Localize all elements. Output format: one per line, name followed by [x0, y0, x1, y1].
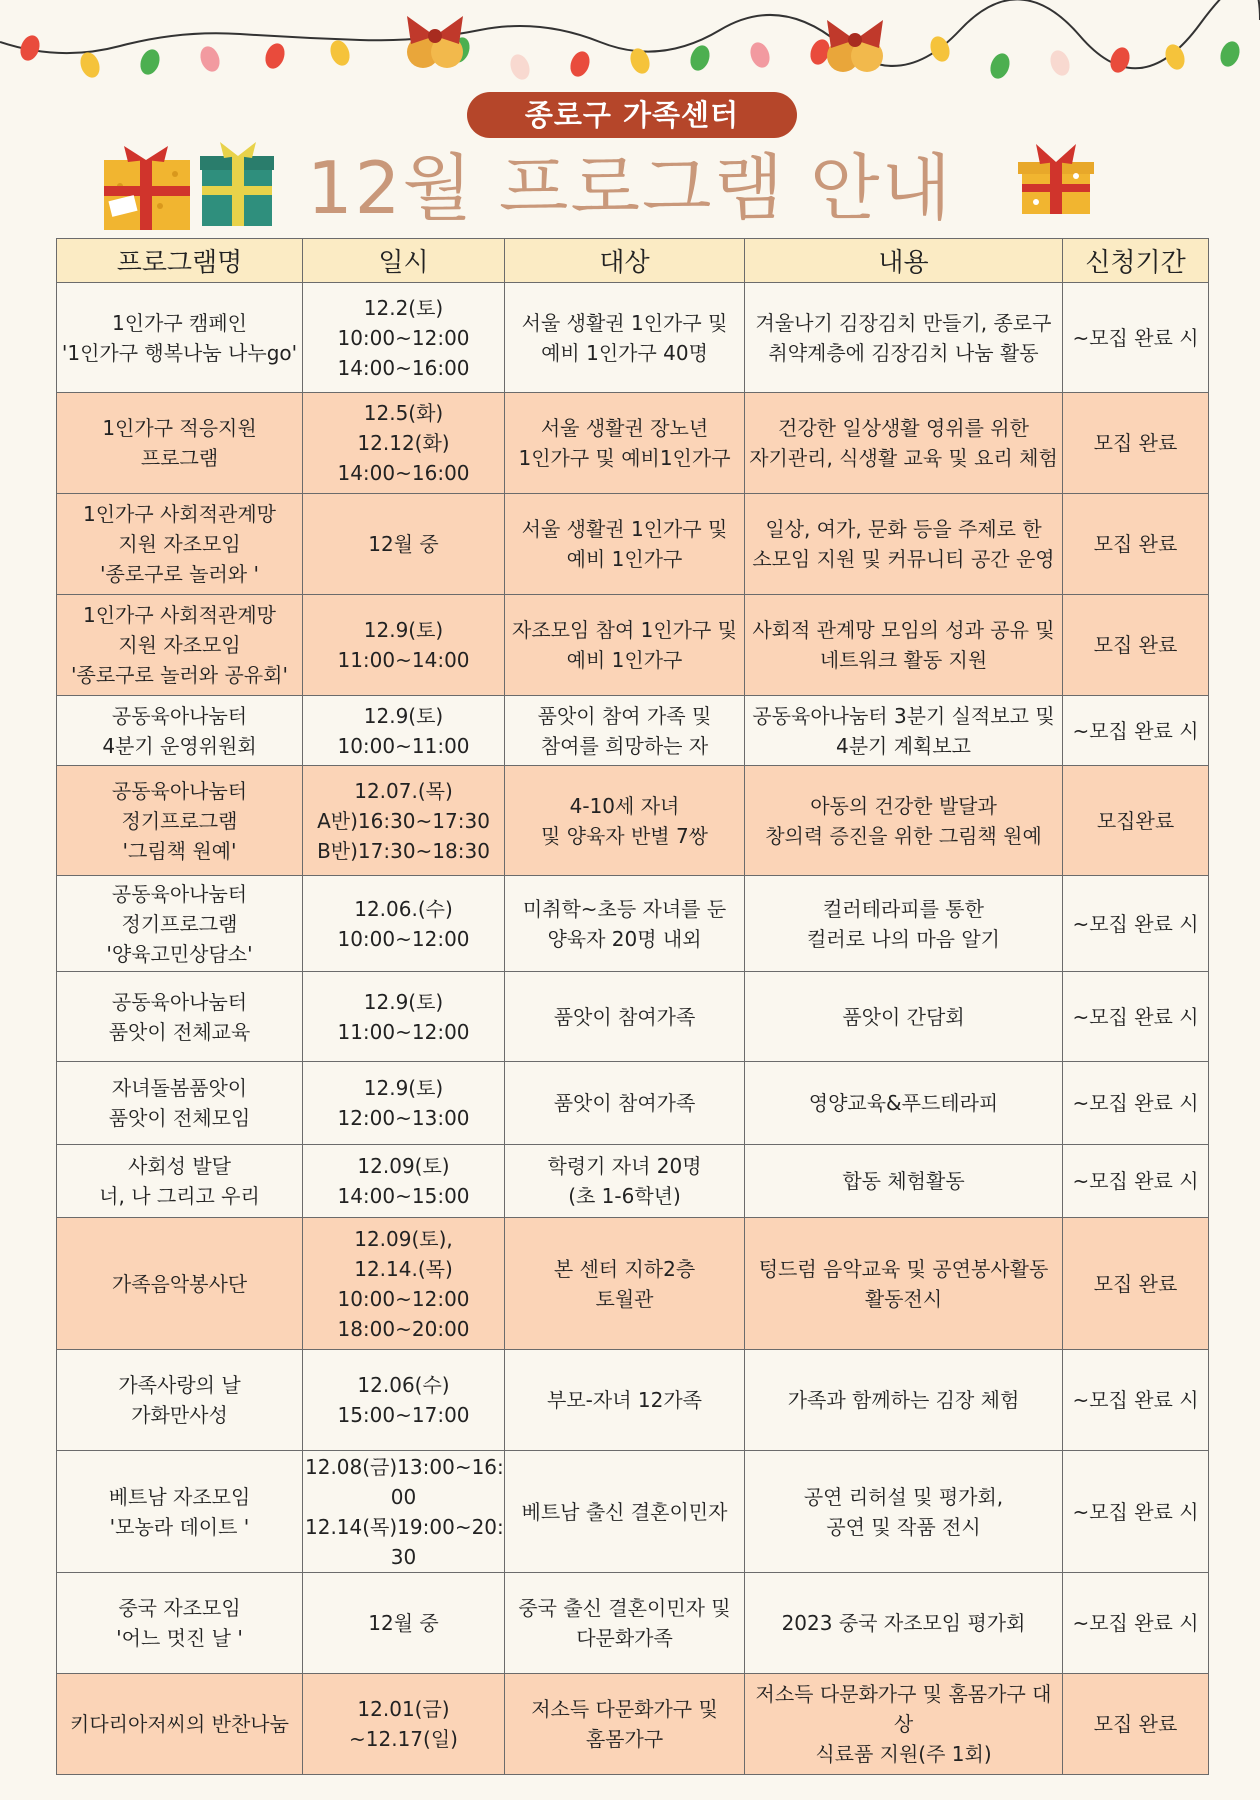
content-cell: 공연 리허설 및 평가회, 공연 및 작품 전시 [745, 1451, 1063, 1573]
content-cell: 저소득 다문화가구 및 홈몸가구 대상 식료품 지원(주 1회) [745, 1674, 1063, 1775]
content-cell: 겨울나기 김장김치 만들기, 종로구 취약계층에 김장김치 나눔 활동 [745, 283, 1063, 393]
gift-box-icon [1018, 142, 1094, 216]
content-cell: 사회적 관계망 모임의 성과 공유 및 네트워크 활동 지원 [745, 595, 1063, 696]
program-table [56, 238, 1209, 1775]
datetime-cell: 12월 중 [303, 1573, 505, 1674]
light-bulb-icon [77, 50, 103, 81]
light-bulb-icon [1047, 48, 1073, 79]
target-cell: 서울 생활권 장노년 1인가구 및 예비1인가구 [505, 393, 745, 494]
table-row [57, 494, 1209, 595]
program-name-cell: 1인가구 캠페인 '1인가구 행복나눔 나누go' [57, 283, 303, 393]
program-name-cell: 자녀돌봄품앗이 품앗이 전체모임 [57, 1062, 303, 1145]
period-cell: ~모집 완료 시 [1063, 876, 1209, 972]
light-bulb-icon [1107, 45, 1133, 76]
program-name-cell: 키다리아저씨의 반찬나눔 [57, 1674, 303, 1775]
datetime-cell: 12.06.(수) 10:00~12:00 [303, 876, 505, 972]
program-name-cell: 사회성 발달 너, 나 그리고 우리 [57, 1145, 303, 1218]
datetime-cell: 12.08(금)13:00~16: 00 12.14(목)19:00~20: 30 [303, 1451, 505, 1573]
content-cell: 건강한 일상생활 영위를 위한 자기관리, 식생활 교육 및 요리 체험 [745, 393, 1063, 494]
target-cell: 품앗이 참여가족 [505, 972, 745, 1062]
content-cell: 아동의 건강한 발달과 창의력 증진을 위한 그림책 원예 [745, 766, 1063, 876]
light-bulb-icon [262, 41, 288, 72]
table-row [57, 393, 1209, 494]
table-row [57, 1573, 1209, 1674]
program-name-cell: 가족사랑의 날 가화만사성 [57, 1350, 303, 1451]
light-bulb-icon [567, 49, 593, 80]
program-name-cell: 공동육아나눔터 정기프로그램 '양육고민상담소' [57, 876, 303, 972]
page-title: 12월 프로그램 안내 [306, 146, 954, 230]
table-row [57, 1451, 1209, 1573]
column-header-target: 대상 [505, 239, 745, 283]
target-cell: 본 센터 지하2층 토월관 [505, 1218, 745, 1350]
string-lights-icon [0, 0, 1260, 90]
period-cell: ~모집 완료 시 [1063, 1062, 1209, 1145]
program-name-cell: 1인가구 사회적관계망 지원 자조모임 '종로구로 놀러와 공유회' [57, 595, 303, 696]
datetime-cell: 12.9(토) 11:00~12:00 [303, 972, 505, 1062]
period-cell: ~모집 완료 시 [1063, 283, 1209, 393]
column-header-program: 프로그램명 [57, 239, 303, 283]
table-row [57, 1674, 1209, 1775]
period-cell: ~모집 완료 시 [1063, 1573, 1209, 1674]
target-cell: 서울 생활권 1인가구 및 예비 1인가구 40명 [505, 283, 745, 393]
column-header-datetime: 일시 [303, 239, 505, 283]
table-header-row [57, 239, 1209, 283]
table-row [57, 876, 1209, 972]
datetime-cell: 12.9(토) 11:00~14:00 [303, 595, 505, 696]
bell-bow-icon [827, 20, 883, 72]
content-cell: 품앗이 간담회 [745, 972, 1063, 1062]
bell-bow-icon [407, 16, 463, 68]
program-name-cell: 중국 자조모임 '어느 멋진 날 ' [57, 1573, 303, 1674]
target-cell: 베트남 출신 결혼이민자 [505, 1451, 745, 1573]
content-cell: 2023 중국 자조모임 평가회 [745, 1573, 1063, 1674]
column-header-content: 내용 [745, 239, 1063, 283]
table-row [57, 972, 1209, 1062]
target-cell: 서울 생활권 1인가구 및 예비 1인가구 [505, 494, 745, 595]
content-cell: 일상, 여가, 문화 등을 주제로 한 소모임 지원 및 커뮤니티 공간 운영 [745, 494, 1063, 595]
period-cell: 모집 완료 [1063, 494, 1209, 595]
program-name-cell: 공동육아나눔터 정기프로그램 '그림책 원예' [57, 766, 303, 876]
period-cell: 모집 완료 [1063, 595, 1209, 696]
content-cell: 가족과 함께하는 김장 체험 [745, 1350, 1063, 1451]
datetime-cell: 12.09(토) 14:00~15:00 [303, 1145, 505, 1218]
content-cell: 공동육아나눔터 3분기 실적보고 및 4분기 계획보고 [745, 696, 1063, 766]
target-cell: 4-10세 자녀 및 양육자 반별 7쌍 [505, 766, 745, 876]
program-name-cell: 공동육아나눔터 4분기 운영위원회 [57, 696, 303, 766]
target-cell: 품앗이 참여 가족 및 참여를 희망하는 자 [505, 696, 745, 766]
datetime-cell: 12.9(토) 12:00~13:00 [303, 1062, 505, 1145]
gift-box-icon [100, 146, 196, 234]
light-bulb-icon [687, 43, 713, 74]
light-bulb-icon [137, 47, 163, 78]
table-row [57, 1350, 1209, 1451]
target-cell: 중국 출신 결혼이민자 및 다문화가족 [505, 1573, 745, 1674]
datetime-cell: 12월 중 [303, 494, 505, 595]
program-name-cell: 1인가구 적응지원 프로그램 [57, 393, 303, 494]
datetime-cell: 12.01(금) ~12.17(일) [303, 1674, 505, 1775]
target-cell: 부모-자녀 12가족 [505, 1350, 745, 1451]
light-bulb-icon [1162, 42, 1188, 73]
content-cell: 컬러테라피를 통한 컬러로 나의 마음 알기 [745, 876, 1063, 972]
light-bulb-icon [927, 34, 953, 65]
period-cell: ~모집 완료 시 [1063, 1350, 1209, 1451]
content-cell: 영양교육&푸드테라피 [745, 1062, 1063, 1145]
datetime-cell: 12.9(토) 10:00~11:00 [303, 696, 505, 766]
table-row [57, 283, 1209, 393]
column-header-period: 신청기간 [1063, 239, 1209, 283]
light-bulb-icon [17, 33, 43, 64]
period-cell: 모집 완료 [1063, 1674, 1209, 1775]
content-cell: 합동 체험활동 [745, 1145, 1063, 1218]
target-cell: 학령기 자녀 20명 (초 1-6학년) [505, 1145, 745, 1218]
program-name-cell: 공동육아나눔터 품앗이 전체교육 [57, 972, 303, 1062]
datetime-cell: 12.5(화) 12.12(화) 14:00~16:00 [303, 393, 505, 494]
period-cell: ~모집 완료 시 [1063, 972, 1209, 1062]
period-cell: 모집 완료 [1063, 1218, 1209, 1350]
datetime-cell: 12.09(토), 12.14.(목) 10:00~12:00 18:00~20:00 [303, 1218, 505, 1350]
light-bulb-icon [507, 52, 533, 83]
org-badge: 종로구 가족센터 [467, 92, 797, 138]
gift-box-icon [200, 142, 274, 228]
datetime-cell: 12.07.(목) A반)16:30~17:30 B반)17:30~18:30 [303, 766, 505, 876]
datetime-cell: 12.2(토) 10:00~12:00 14:00~16:00 [303, 283, 505, 393]
table-row [57, 595, 1209, 696]
table-row [57, 1218, 1209, 1350]
period-cell: ~모집 완료 시 [1063, 1145, 1209, 1218]
table-row [57, 696, 1209, 766]
program-name-cell: 1인가구 사회적관계망 지원 자조모임 '종로구로 놀러와 ' [57, 494, 303, 595]
period-cell: 모집완료 [1063, 766, 1209, 876]
light-bulb-icon [747, 40, 773, 71]
table-row [57, 766, 1209, 876]
content-cell: 텅드럼 음악교육 및 공연봉사활동 활동전시 [745, 1218, 1063, 1350]
period-cell: ~모집 완료 시 [1063, 1451, 1209, 1573]
light-bulb-icon [1217, 39, 1243, 70]
target-cell: 미취학~초등 자녀를 둔 양육자 20명 내외 [505, 876, 745, 972]
program-name-cell: 베트남 자조모임 '모농라 데이트 ' [57, 1451, 303, 1573]
table-row [57, 1062, 1209, 1145]
table-row [57, 1145, 1209, 1218]
target-cell: 품앗이 참여가족 [505, 1062, 745, 1145]
period-cell: 모집 완료 [1063, 393, 1209, 494]
target-cell: 저소득 다문화가구 및 홈몸가구 [505, 1674, 745, 1775]
datetime-cell: 12.06(수) 15:00~17:00 [303, 1350, 505, 1451]
program-name-cell: 가족음악봉사단 [57, 1218, 303, 1350]
period-cell: ~모집 완료 시 [1063, 696, 1209, 766]
target-cell: 자조모임 참여 1인가구 및 예비 1인가구 [505, 595, 745, 696]
light-bulb-icon [197, 44, 223, 75]
light-bulb-icon [327, 38, 353, 69]
light-bulb-icon [987, 51, 1013, 82]
